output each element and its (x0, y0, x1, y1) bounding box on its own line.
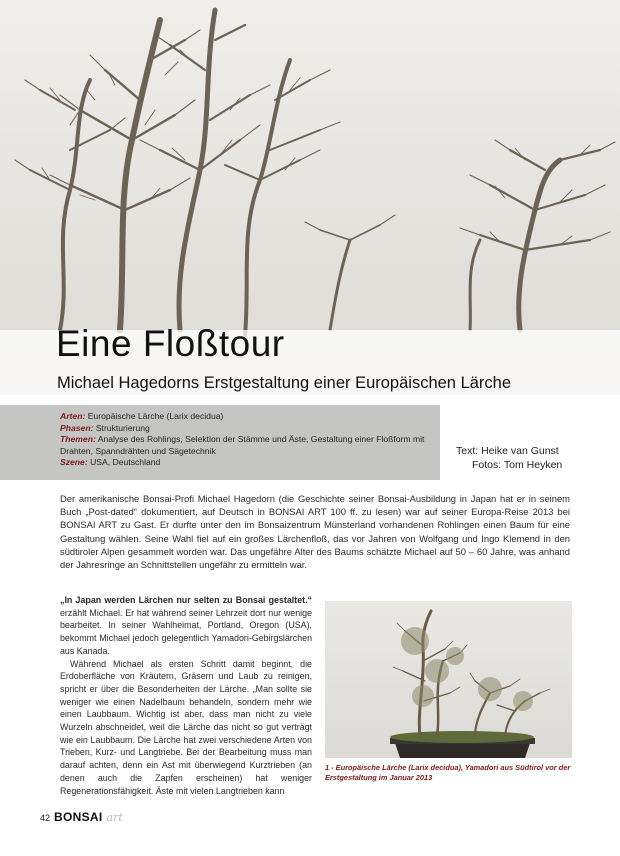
article-subtitle: Michael Hagedorns Erstgestaltung einer Europäischen Lärche (57, 374, 512, 392)
body-paragraph-2: Während Michael als ersten Schritt damit beginnt, die Erdoberfläche von Kräutern, Gräsern und Laub zu reinigen, spricht er über die Besonderheiten der Lärche. „Man sollte sie weniger wie einen Nadelbaum behandeln, sondern mehr wie einen Laubbaum. Wichtig ist aber, dass man nicht zu viele Wurzeln abschneidet, weil die Lärche das nicht so gut verträgt wie ein Laubbaum. Die Lärche hat zwei verschiedene Arten von Trieben, Kurz- und Langtriebe. Bei der Bearbeitung muss man darauf achten, denn ein Ast mit überwiegend Kurztrieben (an denen auch die Zapfen erscheinen) hat weniger Regenerationsfähigkeit. Äste mit vielen Langtrieben kann (60, 658, 312, 796)
photo-caption: 1 - Europäische Lärche (Larix decidua), Yamadori aus Südtirol vor der Erstgestaltung im Januar 2013 (325, 763, 571, 782)
magazine-logo-suffix: art (106, 811, 123, 824)
info-key: Phasen: (60, 422, 94, 433)
info-key: Szene: (60, 457, 88, 468)
photo-credit: Fotos: Tom Heyken (472, 459, 563, 471)
info-row-phasen (60, 423, 430, 435)
body-column (60, 594, 312, 797)
info-value: USA, Deutschland (90, 457, 161, 468)
intro-paragraph: Der amerikanische Bonsai-Profi Michael Hagedorn (die Geschichte seiner Bonsai-Ausbildung in Japan hat er in seinem Buch „Post-dated“ dokumentiert, auf Deutsch in BONSAI ART 100 ff. zu lesen) war auf seiner Europa-Reise 2013 bei BONSAI ART zu Gast. Er durfte unter den im Bonsaizentrum Münsterland vorhandenen Rohlingen einen Baum für eine Gestaltung wählen. Seine Wahl fiel auf ein großes Lärchenfloß, das vor Jahren von Wolfgang und Ingo Klemend in den südtiroler Alpen gesammelt worden war. Das ungefähre Alter des Baums schätzte Michael auf 50 – 60 Jahre, was anhand der Jahresringe an Schnittstellen ungefähr zu ermitteln war. (60, 493, 570, 571)
info-row-szene (60, 457, 430, 469)
bonsai-photo (325, 601, 572, 758)
page-number: 42 (40, 813, 51, 823)
info-key: Themen: (60, 434, 96, 445)
info-key: Arten: (60, 411, 86, 421)
body-paragraph-1 (60, 594, 312, 658)
bonsai-illustration (325, 601, 572, 758)
magazine-logo: BONSAI (54, 810, 103, 824)
info-row-themen (60, 434, 430, 457)
article-title: Eine Floßtour (56, 323, 285, 364)
text-credit: Text: Heike van Gunst (456, 445, 559, 457)
lead-quote: „In Japan werden Lärchen nur selten zu Bonsai gestaltet.“ (60, 595, 312, 605)
info-value: Analyse des Rohlings, Selektion der Stämme und Äste, Gestaltung einer Floßform mit Drahten, Spanndrähten und Sägetechnik (60, 434, 425, 456)
info-value: Strukturierung (95, 422, 150, 433)
info-row-arten (60, 411, 430, 423)
info-value: Europäische Lärche (Larix decidua) (87, 411, 224, 421)
info-box-text (60, 411, 430, 469)
page-footer (40, 810, 123, 830)
body-text-1: erzählt Michael. Er hat während seiner Lehrzeit dort nur wenige bearbeitet. In seiner Wahlheimat, Portland, Oregon (USA), bekommt Michael jedoch gelegentlich Yamadori-Gebirgslärchen aus Kanada. (60, 607, 312, 656)
credits (456, 444, 562, 472)
